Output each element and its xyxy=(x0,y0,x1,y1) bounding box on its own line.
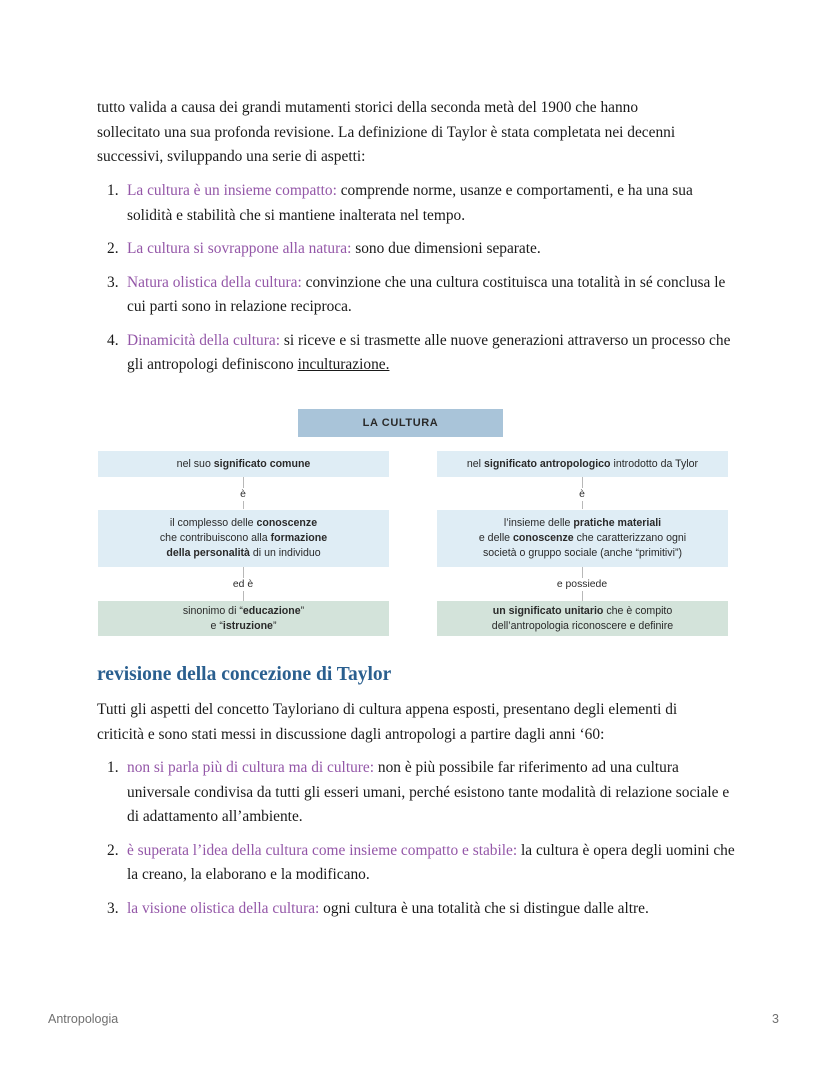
list-text: sono due dimensioni separate. xyxy=(351,240,541,257)
footer-label: Antropologia xyxy=(48,1012,119,1026)
connector-label: è xyxy=(183,488,303,501)
list-item xyxy=(97,897,737,922)
box-text: l’insieme delle xyxy=(503,517,574,529)
list-text: la cultura è opera degli uomini che la creano, la elaborano e la modificano. xyxy=(127,841,735,883)
list-term: Natura olistica della cultura: xyxy=(127,273,302,291)
box-text: che è compito xyxy=(603,604,673,617)
connector-label: è xyxy=(522,488,642,501)
list-term: La cultura è un insieme compatto: xyxy=(127,182,337,199)
box-bold-text: un significato unitario xyxy=(492,604,604,617)
common-synonym-box xyxy=(98,601,389,636)
box-bold-text: significato comune xyxy=(213,457,311,470)
box-bold-text: formazione xyxy=(270,532,328,544)
box-text: dell’antropologia riconoscere e definire xyxy=(491,619,674,632)
intro-paragraph xyxy=(97,96,737,170)
list-item xyxy=(97,271,737,320)
box-text: nel xyxy=(466,457,484,470)
list-term: la visione olistica della cultura: xyxy=(127,899,320,917)
box-bold-text: conoscenze xyxy=(256,517,318,529)
list-item xyxy=(97,329,737,378)
list-term: è superata l’idea della cultura come insieme compatto e stabile: xyxy=(127,841,518,859)
box-text: nel suo xyxy=(176,457,214,470)
list-number: 2. xyxy=(107,841,119,859)
list-text: ogni cultura è una totalità che si distingue dalle altre. xyxy=(319,899,649,917)
box-text: sinonimo di “ xyxy=(182,604,243,617)
diagram-title: LA CULTURA xyxy=(298,409,503,437)
box-bold-text: istruzione xyxy=(222,619,273,632)
box-text: e “ xyxy=(210,619,223,632)
box-text: il complesso delle xyxy=(169,517,257,529)
list-text: convinzione che una cultura costituisca una totalità in sé conclusa le cui parti sono in relazione reciproca. xyxy=(127,273,726,315)
list-number: 3. xyxy=(107,899,119,917)
connector-label: ed è xyxy=(183,578,303,591)
section-intro xyxy=(97,698,737,747)
list-item xyxy=(97,179,737,228)
list-term: non si parla più di cultura ma di culture: xyxy=(127,759,375,776)
box-text: che caratterizzano ogni xyxy=(573,532,687,544)
box-text: ” xyxy=(272,619,277,632)
box-bold-text: pratiche materiali xyxy=(573,517,662,529)
intro-line: successivi, sviluppando una serie di aspetti: xyxy=(97,148,366,165)
list-text: non è più possibile far riferimento ad una cultura universale condivisa da tutti gli esseri umani, perché esistono tante modalità di relazione sociale e di adattamento all’ambiente. xyxy=(127,759,730,825)
list-number: 2. xyxy=(107,240,119,257)
box-text: che contribuiscono alla xyxy=(159,532,271,544)
list-number: 4. xyxy=(107,331,119,349)
box-text: società o gruppo sociale (anche “primitivi”) xyxy=(482,547,682,559)
box-text: di un individuo xyxy=(249,547,321,559)
intro-line: tutto valida a causa dei grandi mutamenti storici della seconda metà del 1900 che hanno xyxy=(97,99,639,116)
culture-diagram xyxy=(98,409,728,637)
section-heading: revisione della concezione di Taylor xyxy=(97,664,392,685)
box-bold-text: educazione xyxy=(242,604,301,617)
list-item xyxy=(97,839,737,888)
inculturazione-term: inculturazione. xyxy=(297,356,390,373)
list-term: Dinamicità della cultura: xyxy=(127,331,280,349)
box-bold-text: significato antropologico xyxy=(483,457,611,470)
anthropological-meaning-unitary-box xyxy=(437,601,728,636)
common-meaning-box xyxy=(98,451,389,477)
list-number: 1. xyxy=(107,759,119,776)
list-item xyxy=(97,237,737,262)
anthropological-definition-box xyxy=(437,510,728,567)
list-text: si riceve e si trasmette alle nuove generazioni attraverso un processo che gli antropologi definiscono xyxy=(127,331,731,373)
connector-label: e possiede xyxy=(522,578,642,591)
common-definition-box xyxy=(98,510,389,567)
list-term: La cultura si sovrappone alla natura: xyxy=(127,240,352,257)
box-text: ” xyxy=(300,604,305,617)
anthropological-meaning-box xyxy=(437,451,728,477)
page-number: 3 xyxy=(772,1012,779,1026)
list-number: 1. xyxy=(107,182,119,199)
intro-line: sollecitato una sua profonda revisione. La definizione di Taylor è stata completata nei decenni xyxy=(97,123,676,141)
list-text: comprende norme, usanze e comportamenti, e ha una sua solidità e stabilità che si mantiene inalterata nel tempo. xyxy=(127,182,693,224)
aspects-list xyxy=(97,179,737,378)
box-text: e delle xyxy=(478,532,514,544)
revisions-list xyxy=(97,756,737,921)
box-bold-text: conoscenze xyxy=(513,532,574,544)
box-text: introdotto da Tylor xyxy=(610,457,699,470)
list-item xyxy=(97,756,737,830)
list-number: 3. xyxy=(107,273,119,291)
section-intro-line: criticità e sono stati messi in discussione dagli antropologi a partire dagli anni ‘60: xyxy=(97,725,605,743)
box-bold-text: della personalità xyxy=(166,547,250,559)
section-intro-line: Tutti gli aspetti del concetto Tayloriano di cultura appena esposti, presentano degli elementi di xyxy=(97,701,678,718)
